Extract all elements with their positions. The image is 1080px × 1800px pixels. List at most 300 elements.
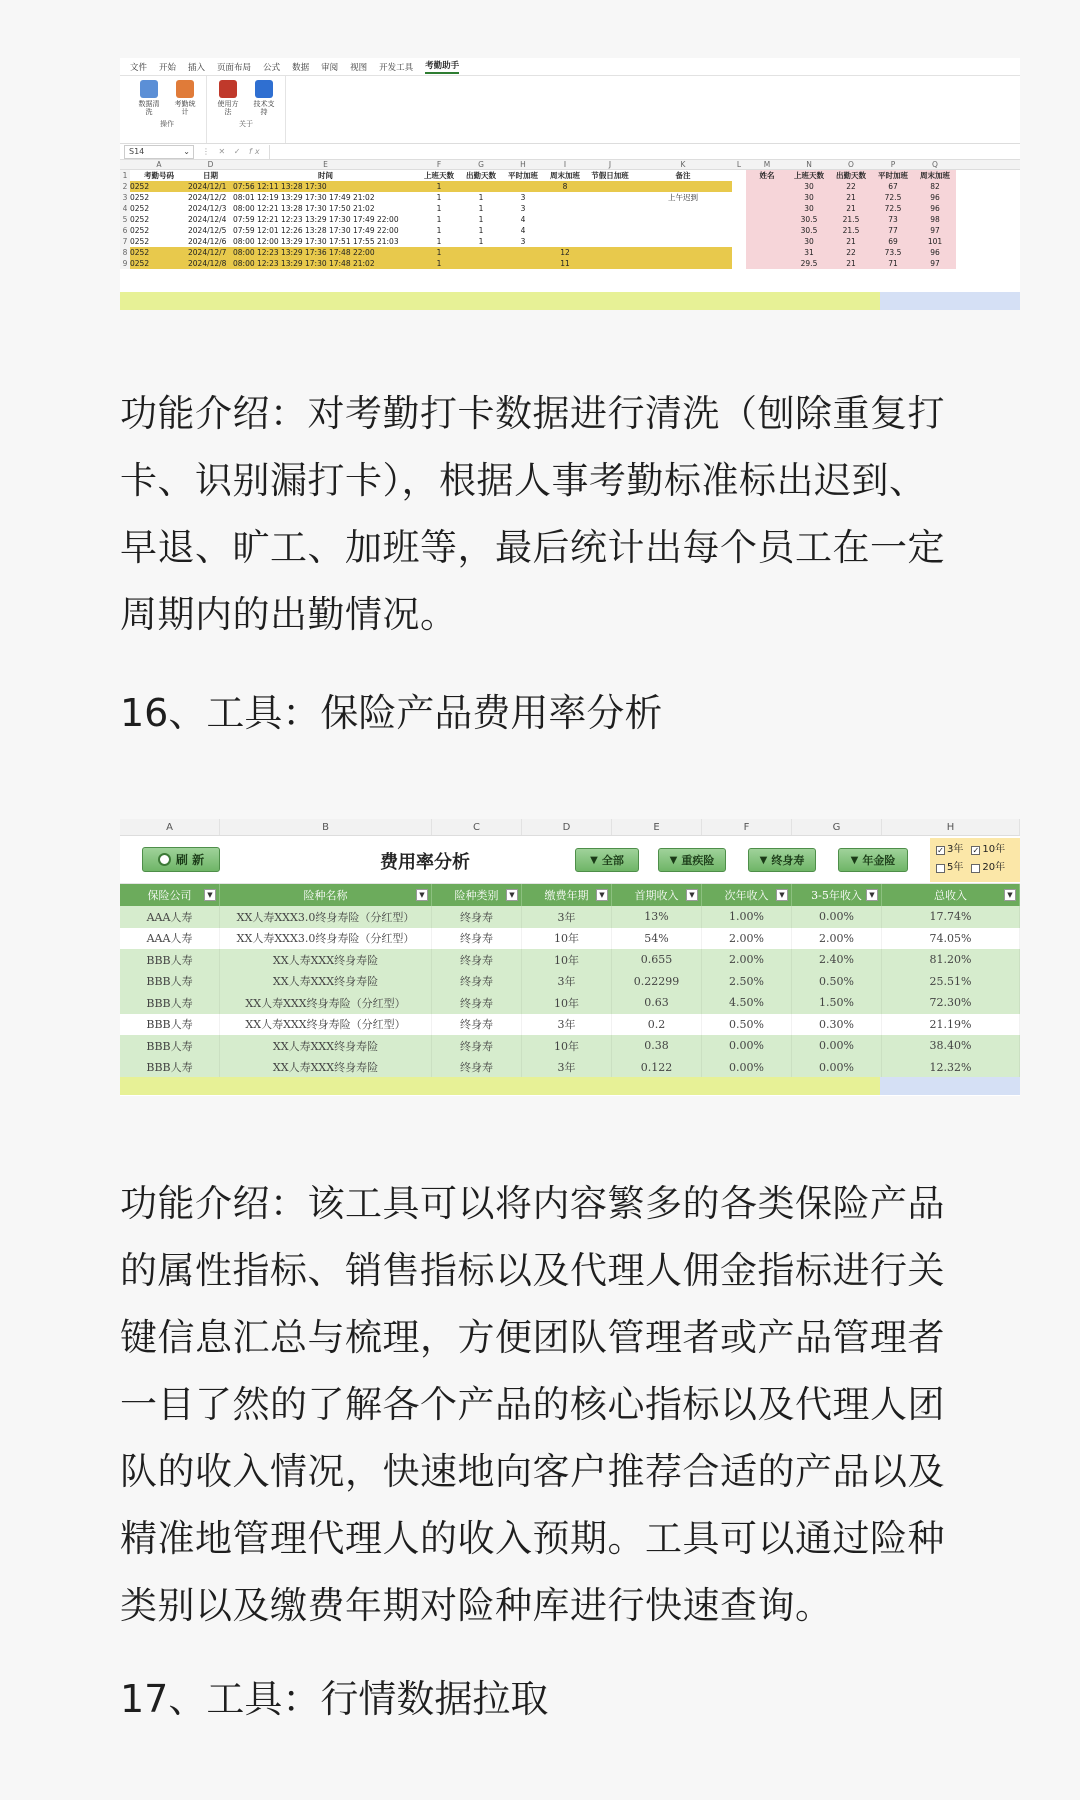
table-cell[interactable]: 1	[478, 204, 484, 213]
header-cell: 上班天数	[788, 170, 830, 181]
column-letter[interactable]: G	[792, 819, 882, 835]
paragraph-line: 功能介绍：该工具可以将内容繁多的各类保险产品	[120, 1182, 945, 1225]
table-cell[interactable]: 终身寿	[432, 992, 522, 1014]
header-cell: 备注	[675, 171, 691, 180]
table-cell[interactable]: 21	[830, 258, 872, 269]
table-cell[interactable]: 3年	[522, 1057, 612, 1079]
table-cell[interactable]: 69	[872, 236, 914, 247]
table-cell[interactable]: 10年	[522, 992, 612, 1014]
table-cell[interactable]: 1	[478, 215, 484, 224]
table-cell[interactable]: 97	[914, 225, 956, 236]
year-label: 10年	[982, 844, 1006, 855]
table-cell[interactable]: XX人寿XXX终身寿险	[220, 1035, 432, 1057]
table-cell[interactable]: 1.00%	[702, 906, 792, 928]
table-cell[interactable]: 0.00%	[792, 1057, 882, 1079]
year-checkbox[interactable]	[971, 841, 1005, 859]
blue-strip	[880, 1077, 1020, 1095]
table-cell[interactable]: 38.40%	[882, 1035, 1020, 1057]
table-cell[interactable]: 2024/12/8	[188, 258, 233, 269]
table-cell[interactable]: XX人寿XXX3.0终身寿险（分红型）	[220, 928, 432, 950]
table-cell[interactable]: 0252	[130, 258, 188, 269]
table-cell[interactable]: 0252	[130, 181, 188, 192]
table-cell[interactable]: 101	[914, 236, 956, 247]
table-cell[interactable]: 2.00%	[792, 928, 882, 950]
table-cell[interactable]: 21.19%	[882, 1014, 1020, 1036]
dropdown-filter-icon[interactable]: ▼	[776, 889, 788, 901]
table-cell[interactable]: 终身寿	[432, 1014, 522, 1036]
table-cell[interactable]	[460, 247, 502, 258]
table-cell[interactable]: 2024/12/2	[188, 193, 227, 202]
table-cell[interactable]: 0.00%	[702, 1035, 792, 1057]
row-number: 6	[120, 225, 130, 236]
ribbon-button[interactable]	[215, 80, 241, 116]
table-cell[interactable]: AAA人寿	[120, 906, 220, 928]
table-cell[interactable]	[746, 181, 788, 192]
table-cell[interactable]: 终身寿	[432, 928, 522, 950]
attendance-stats-icon	[176, 80, 194, 98]
table-cell[interactable]: 终身寿	[432, 1057, 522, 1079]
table-cell[interactable]	[586, 181, 634, 192]
table-cell[interactable]: 13%	[612, 906, 702, 928]
paragraph-line: 的属性指标、销售指标以及代理人佣金指标进行关	[120, 1249, 945, 1292]
formula-input[interactable]	[269, 145, 1020, 159]
ribbon-buttons	[136, 80, 198, 116]
support-globe-icon	[255, 80, 273, 98]
table-cell[interactable]: BBB人寿	[120, 1035, 220, 1057]
column-letter[interactable]: B	[220, 819, 432, 835]
column-letter[interactable]: Q	[932, 160, 938, 169]
table-cell[interactable]	[634, 258, 732, 269]
ribbon-group	[128, 76, 207, 143]
year-checkbox[interactable]	[936, 841, 963, 859]
column-letter[interactable]: A	[120, 819, 220, 835]
menu-item[interactable]: 公式	[263, 62, 281, 73]
menu-item[interactable]: 页面布局	[217, 62, 252, 73]
table-cell[interactable]: 12	[544, 247, 586, 258]
row-number: 7	[120, 236, 130, 247]
data-clean-icon	[140, 80, 158, 98]
table-cell[interactable]: 2.00%	[702, 928, 792, 950]
table-cell[interactable]: 0.30%	[792, 1014, 882, 1036]
table-cell[interactable]: 96	[914, 192, 956, 203]
table-cell[interactable]: 0252	[130, 237, 150, 246]
table-cell[interactable]: 1	[478, 237, 484, 246]
table-cell[interactable]	[732, 247, 746, 258]
table-cell[interactable]: 3	[520, 193, 526, 202]
dropdown-filter-icon[interactable]: ▼	[506, 889, 518, 901]
table-row	[120, 928, 1020, 950]
dropdown-filter-icon[interactable]: ▼	[1004, 889, 1016, 901]
funnel-icon: ▼	[759, 854, 768, 866]
table-cell[interactable]: 2024/12/7	[188, 247, 233, 258]
table-cell[interactable]: 10年	[522, 949, 612, 971]
table-cell[interactable]: 0.655	[612, 949, 702, 971]
header-cell: 平时加班	[872, 170, 914, 181]
table-cell[interactable]: 30	[788, 203, 830, 214]
table-cell[interactable]: 8	[544, 181, 586, 192]
funnel-icon: ▼	[590, 854, 598, 866]
ribbon-button[interactable]	[251, 80, 277, 116]
column-header	[120, 884, 220, 906]
column-letter[interactable]: G	[478, 160, 484, 169]
table-cell[interactable]: 08:00 12:00 13:29 17:30 17:51 17:55 21:03	[233, 237, 399, 246]
filter-label: 重疾险	[681, 854, 715, 867]
table-cell[interactable]	[544, 236, 586, 247]
table-cell[interactable]: 0252	[130, 226, 150, 235]
table-cell[interactable]: 30.5	[788, 214, 830, 225]
menu-item[interactable]: 开始	[159, 62, 177, 73]
table-cell[interactable]	[502, 181, 544, 192]
table-cell[interactable]	[634, 203, 732, 214]
table-cell[interactable]: 73	[872, 214, 914, 225]
table-cell[interactable]: 10年	[522, 928, 612, 950]
table-cell[interactable]	[544, 203, 586, 214]
row-number: 8	[120, 247, 130, 258]
year-label: 5年	[947, 862, 964, 873]
table-cell[interactable]: 2024/12/5	[188, 226, 227, 235]
table-cell[interactable]	[586, 192, 634, 203]
table-cell[interactable]: 3	[520, 204, 526, 213]
section-heading-16: 16、工具：保险产品费用率分析	[120, 691, 663, 735]
filter-label: 终身寿	[771, 854, 805, 867]
table-cell[interactable]: 1	[436, 226, 442, 235]
table-cell[interactable]: 54%	[612, 928, 702, 950]
table-cell[interactable]	[586, 258, 634, 269]
table-cell[interactable]: 0.00%	[792, 1035, 882, 1057]
table-cell[interactable]: AAA人寿	[120, 928, 220, 950]
table-cell[interactable]: 3年	[522, 906, 612, 928]
table-cell[interactable]	[746, 236, 788, 247]
table-cell[interactable]: 0.22299	[612, 971, 702, 993]
column-header	[432, 884, 522, 906]
paragraph-line: 类别以及缴费年期对险种库进行快速查询。	[120, 1584, 833, 1627]
menu-item[interactable]: 考勤助手	[425, 59, 459, 74]
table-cell[interactable]: 4	[520, 215, 526, 224]
table-cell[interactable]: 0.2	[612, 1014, 702, 1036]
table-cell[interactable]: 0.00%	[792, 906, 882, 928]
filter-label: 年金险	[862, 854, 896, 867]
table-cell[interactable]: 1	[478, 193, 484, 202]
table-cell[interactable]: 1	[418, 181, 460, 192]
excel-ribbon	[120, 76, 1020, 144]
table-cell[interactable]: 72.5	[872, 192, 914, 203]
table-row	[120, 1035, 1020, 1057]
table-cell[interactable]: 96	[914, 203, 956, 214]
column-letter[interactable]: E	[612, 819, 702, 835]
column-letter[interactable]: E	[323, 160, 328, 169]
table-cell[interactable]: 0252	[130, 204, 150, 213]
table-cell[interactable]	[634, 247, 732, 258]
table-cell[interactable]: 71	[872, 258, 914, 269]
table-cell[interactable]: 21	[830, 236, 872, 247]
table-cell[interactable]	[586, 225, 634, 236]
column-letter[interactable]: M	[763, 160, 771, 169]
table-cell[interactable]: 73.5	[872, 247, 914, 258]
column-letter[interactable]: F	[702, 819, 792, 835]
table-cell[interactable]	[732, 214, 746, 225]
table-cell[interactable]: 72.5	[872, 203, 914, 214]
table-cell[interactable]: 21.5	[830, 214, 872, 225]
table-cell[interactable]: 3年	[522, 971, 612, 993]
table-cell[interactable]: 08:00 12:21 13:28 17:30 17:50 21:02	[233, 204, 375, 213]
table-cell[interactable]	[544, 214, 586, 225]
table-cell[interactable]: 4	[520, 226, 526, 235]
column-letter[interactable]: H	[520, 160, 526, 169]
header-label: 保险公司	[147, 889, 192, 902]
table-cell[interactable]: 终身寿	[432, 1035, 522, 1057]
table-cell[interactable]: 2024/12/1	[188, 181, 233, 192]
table-cell[interactable]: 终身寿	[432, 906, 522, 928]
table-cell[interactable]: XX人寿XXX终身寿险	[220, 949, 432, 971]
table-row	[120, 992, 1020, 1014]
table-cell[interactable]	[634, 214, 732, 225]
table-cell[interactable]	[732, 236, 746, 247]
section-heading-17: 17、工具：行情数据拉取	[120, 1677, 549, 1721]
table-cell[interactable]	[544, 225, 586, 236]
table-cell[interactable]: 1	[436, 237, 442, 246]
table-cell[interactable]: 1	[418, 258, 460, 269]
table-cell[interactable]: 31	[788, 247, 830, 258]
table-cell[interactable]: 0.63	[612, 992, 702, 1014]
filter-button[interactable]	[838, 848, 908, 872]
table-cell[interactable]: 终身寿	[432, 949, 522, 971]
table-cell[interactable]: 2024/12/3	[188, 204, 227, 213]
refresh-icon	[158, 853, 171, 866]
table-cell[interactable]: 30	[788, 236, 830, 247]
filter-button[interactable]	[658, 848, 726, 872]
table-cell[interactable]: XX人寿XXX终身寿险	[220, 1057, 432, 1079]
table-cell[interactable]: 终身寿	[432, 971, 522, 993]
table-cell[interactable]	[544, 192, 586, 203]
table-cell[interactable]: XX人寿XXX3.0终身寿险（分红型）	[220, 906, 432, 928]
table-cell[interactable]: 0.122	[612, 1057, 702, 1079]
sheet-title: 费用率分析	[380, 852, 470, 873]
table-cell[interactable]	[634, 181, 732, 192]
table-cell[interactable]: 0252	[130, 215, 150, 224]
table-row	[120, 247, 1020, 258]
table-cell[interactable]: 0.50%	[792, 971, 882, 993]
table-cell[interactable]	[586, 236, 634, 247]
dropdown-filter-icon[interactable]: ▼	[686, 889, 698, 901]
column-letter[interactable]: K	[680, 160, 686, 169]
table-cell[interactable]: BBB人寿	[120, 1014, 220, 1036]
table-cell[interactable]: 08:00 12:23 13:29 17:30 17:48 21:02	[233, 258, 418, 269]
excel-menu-bar	[120, 58, 1020, 76]
table-cell[interactable]: 3年	[522, 1014, 612, 1036]
table-cell[interactable]: XX人寿XXX终身寿险（分红型）	[220, 992, 432, 1014]
dropdown-filter-icon[interactable]: ▼	[416, 889, 428, 901]
table-cell[interactable]: 25.51%	[882, 971, 1020, 993]
table-cell[interactable]	[746, 214, 788, 225]
table-cell[interactable]: XX人寿XXX终身寿险（分红型）	[220, 1014, 432, 1036]
table-cell[interactable]	[732, 181, 746, 192]
table-cell[interactable]: 82	[914, 181, 956, 192]
table-cell[interactable]: 17.74%	[882, 906, 1020, 928]
table-cell[interactable]: 2024/12/4	[188, 215, 227, 224]
table-cell[interactable]: 22	[830, 247, 872, 258]
table-cell[interactable]: 0252	[130, 247, 188, 258]
table-cell[interactable]: 96	[914, 247, 956, 258]
table-cell[interactable]: 77	[872, 225, 914, 236]
column-letter[interactable]: N	[806, 160, 812, 169]
table-cell[interactable]: 30	[788, 192, 830, 203]
year-checkboxes	[930, 838, 1020, 882]
table-cell[interactable]	[732, 192, 746, 203]
table-cell[interactable]: 12.32%	[882, 1057, 1020, 1079]
table-cell[interactable]	[732, 258, 746, 269]
table-cell[interactable]: 1	[418, 247, 460, 258]
table-cell[interactable]: 2.00%	[702, 949, 792, 971]
table-cell[interactable]	[746, 203, 788, 214]
table-cell[interactable]: 22	[830, 181, 872, 192]
table-cell[interactable]: 07:56 12:11 13:28 17:30	[233, 181, 418, 192]
header-cell: 出勤天数	[466, 171, 496, 180]
column-letter[interactable]: C	[432, 819, 522, 835]
menu-item[interactable]: 插入	[188, 62, 206, 73]
table-cell[interactable]: 1	[436, 193, 442, 202]
table-cell[interactable]	[732, 203, 746, 214]
table-cell[interactable]: BBB人寿	[120, 949, 220, 971]
table-cell[interactable]	[460, 258, 502, 269]
menu-item[interactable]: 开发工具	[379, 62, 414, 73]
table-cell[interactable]: 07:59 12:21 12:23 13:29 17:30 17:49 22:00	[233, 215, 399, 224]
table-cell[interactable]: 0252	[130, 193, 150, 202]
name-box[interactable]: S14 ⌄	[124, 145, 194, 159]
menu-item[interactable]: 审阅	[321, 62, 339, 73]
column-header	[882, 884, 1020, 906]
table-row	[120, 971, 1020, 993]
table-cell[interactable]: 30.5	[788, 225, 830, 236]
paragraph-line: 卡、识别漏打卡），根据人事考勤标准标出迟到、	[120, 459, 927, 502]
table-cell[interactable]: 10年	[522, 1035, 612, 1057]
table-cell[interactable]: 21.5	[830, 225, 872, 236]
funnel-icon: ▼	[669, 854, 678, 866]
ribbon-group	[207, 76, 286, 143]
ribbon-button-label: 数据清洗	[138, 100, 160, 116]
table-cell[interactable]	[634, 236, 732, 247]
ribbon-button[interactable]	[136, 80, 162, 116]
table-cell[interactable]: 74.05%	[882, 928, 1020, 950]
column-letter[interactable]: D	[522, 819, 612, 835]
header-label: 次年收入	[724, 889, 769, 902]
table-cell[interactable]	[460, 181, 502, 192]
table-cell[interactable]: BBB人寿	[120, 1057, 220, 1079]
table-cell[interactable]: 1.50%	[792, 992, 882, 1014]
table-cell[interactable]: 0.00%	[702, 1057, 792, 1079]
insurance-excel-screenshot	[120, 819, 1020, 1096]
menu-item[interactable]: 文件	[130, 62, 148, 73]
year-checkbox[interactable]	[971, 859, 1005, 877]
table-row	[120, 949, 1020, 971]
filter-label: 全部	[601, 854, 624, 867]
table-cell[interactable]: XX人寿XXX终身寿险	[220, 971, 432, 993]
paragraph-line: 周期内的出勤情况。	[120, 593, 458, 636]
table-row	[120, 203, 1020, 214]
dropdown-filter-icon[interactable]: ▼	[866, 889, 878, 901]
table-cell[interactable]	[586, 203, 634, 214]
table-cell[interactable]	[502, 247, 544, 258]
table-cell[interactable]: 21	[830, 203, 872, 214]
table-cell[interactable]: 0.50%	[702, 1014, 792, 1036]
dropdown-filter-icon[interactable]: ▼	[596, 889, 608, 901]
column-letter[interactable]: J	[608, 160, 612, 169]
table-cell[interactable]	[586, 214, 634, 225]
table-cell[interactable]: 29.5	[788, 258, 830, 269]
table-cell[interactable]	[746, 247, 788, 258]
column-letter[interactable]: H	[882, 819, 1020, 835]
menu-item[interactable]: 数据	[292, 62, 310, 73]
table-cell[interactable]: 3	[520, 237, 526, 246]
table-cell[interactable]: 98	[914, 214, 956, 225]
refresh-button[interactable]: 刷 新	[142, 847, 220, 872]
header-label: 3-5年收入	[811, 889, 862, 902]
table-cell[interactable]: 2.40%	[792, 949, 882, 971]
year-checkbox[interactable]	[936, 859, 963, 877]
table-cell[interactable]: 72.30%	[882, 992, 1020, 1014]
table-cell[interactable]: 08:01 12:19 13:29 17:30 17:49 21:02	[233, 193, 375, 202]
table-cell[interactable]	[732, 225, 746, 236]
ribbon-button[interactable]	[172, 80, 198, 116]
header-cell: 平时加班	[508, 171, 538, 180]
table-cell[interactable]: 81.20%	[882, 949, 1020, 971]
table-cell[interactable]: 2.50%	[702, 971, 792, 993]
column-letter[interactable]: D	[207, 160, 214, 169]
table-cell[interactable]	[746, 192, 788, 203]
dropdown-filter-icon[interactable]: ▼	[204, 889, 216, 901]
table-cell[interactable]: 21	[830, 192, 872, 203]
column-letter[interactable]: I	[563, 160, 567, 169]
table-cell[interactable]: 08:00 12:23 13:29 17:36 17:48 22:00	[233, 247, 418, 258]
table-cell[interactable]: 1	[436, 204, 442, 213]
table-cell[interactable]: 07:59 12:01 12:26 13:28 17:30 17:49 22:00	[233, 226, 399, 235]
column-letter[interactable]: F	[436, 160, 442, 169]
table-cell[interactable]	[502, 258, 544, 269]
table-cell[interactable]: 11	[544, 258, 586, 269]
filter-button[interactable]	[748, 848, 816, 872]
table-cell[interactable]: 1	[436, 215, 442, 224]
column-letter[interactable]: O	[848, 160, 854, 169]
table-cell[interactable]: BBB人寿	[120, 992, 220, 1014]
table-cell[interactable]: BBB人寿	[120, 971, 220, 993]
table-cell[interactable]: 0.38	[612, 1035, 702, 1057]
menu-item[interactable]: 视图	[350, 62, 368, 73]
table-cell[interactable]: 97	[914, 258, 956, 269]
row-number: 1	[120, 170, 130, 181]
table-cell[interactable]	[634, 225, 732, 236]
table-cell[interactable]	[746, 258, 788, 269]
table-cell[interactable]: 1	[478, 226, 484, 235]
row-number: 4	[120, 203, 130, 214]
table-row	[120, 236, 1020, 247]
column-letter[interactable]: P	[890, 160, 896, 169]
table-cell[interactable]: 30	[788, 181, 830, 192]
column-letter[interactable]: L	[736, 160, 742, 169]
header-cell: 上班天数	[424, 171, 454, 180]
table-cell[interactable]: 4.50%	[702, 992, 792, 1014]
yellow-strip	[120, 292, 880, 310]
table-cell[interactable]	[586, 247, 634, 258]
ribbon-button-label: 考勤统计	[174, 100, 196, 116]
column-letter[interactable]: A	[156, 160, 162, 169]
table-cell[interactable]: 2024/12/6	[188, 237, 227, 246]
column-header	[522, 884, 612, 906]
table-cell[interactable]: 67	[872, 181, 914, 192]
table-cell[interactable]	[746, 225, 788, 236]
ribbon-button-label: 技术支持	[253, 100, 275, 116]
table-cell[interactable]: 上午迟到	[668, 193, 698, 202]
filter-button[interactable]	[575, 848, 639, 872]
column-header	[612, 884, 702, 906]
